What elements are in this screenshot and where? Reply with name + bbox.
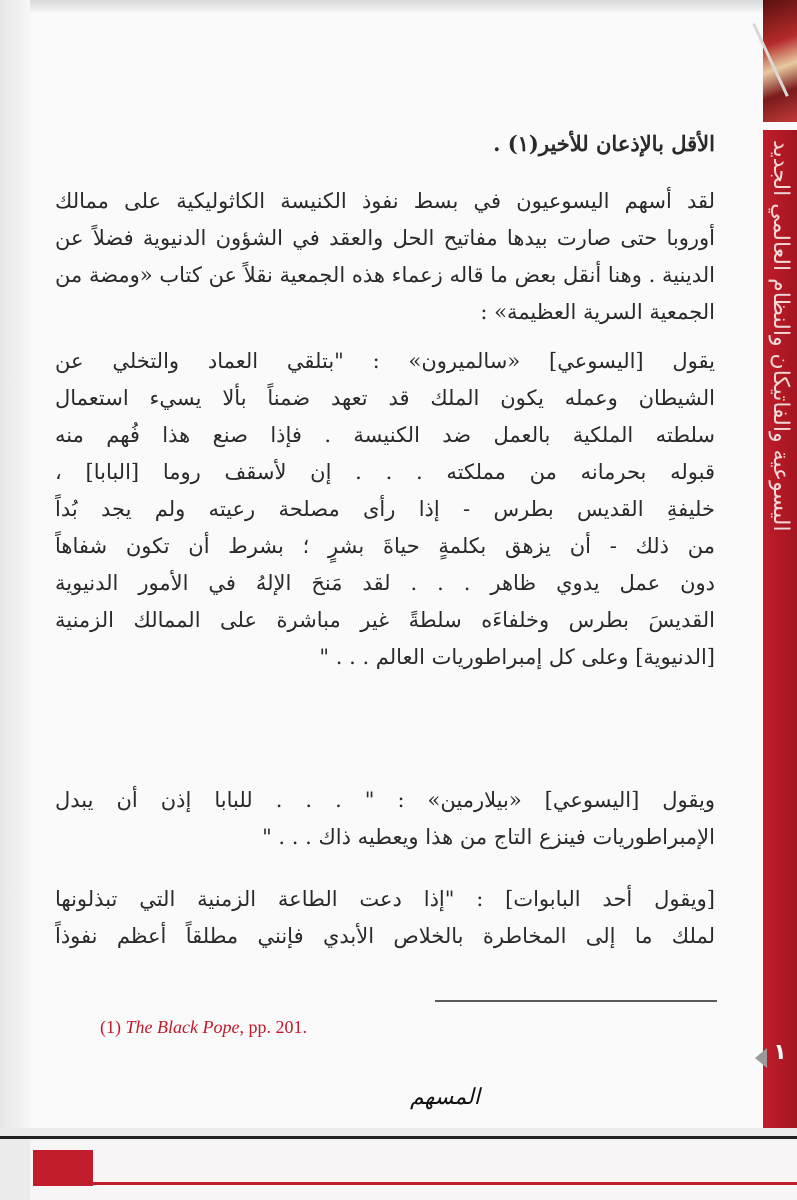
next-page-red-line <box>93 1182 797 1185</box>
book-gutter <box>0 0 30 1128</box>
text-line: [ويقول أحد البابوات] : "إذا دعت الطاعة الزمنية التي تبذلونها <box>55 887 715 911</box>
text-line: لملك ما إلى المخاطرة بالخلاص الأبدي فإنني مطلقاً أعظم نفوذاً <box>55 924 715 948</box>
text-line: خليفةِ القديس بطرس - إذا رأى مصلحة رعيته ولم يجد بُداً <box>55 497 715 521</box>
footnote-number: (1) <box>100 1017 121 1037</box>
side-band-title: اليسوعية والفاتيكان والنظام العالمي الجديد <box>768 140 793 532</box>
page-top-shadow <box>30 0 797 14</box>
text-line: دون عمل يدوي ظاهر . . . لقد مَنحَ الإلهُ في الأمور الدنيوية <box>55 571 715 595</box>
footnote-title: The Black Pope <box>125 1017 240 1037</box>
corner-illustration <box>763 0 797 122</box>
text-line: قبوله بحرمانه من مملكته . . . إن لأسقف روما [البابا] ، <box>55 460 715 484</box>
paragraph-intro-line <box>55 125 715 162</box>
text-line: [الدنيوية] وعلى كل إمبراطوريات العالم . . . " <box>319 645 715 669</box>
text-line: القديسَ بطرس وخلفاءَه سلطةً غير مباشرة على الممالك الزمنية <box>55 608 715 632</box>
page-number-arrow-icon <box>755 1048 767 1068</box>
page-number: ١ <box>773 1040 787 1065</box>
next-page-strip <box>30 1140 797 1200</box>
paragraph-salmeron-quote <box>55 343 715 676</box>
text-line: سلطته الملكية بالعمل ضد الكنيسة . فإذا صنع هذا فُهم منه <box>55 423 715 447</box>
text-line: الشيطان وعمله يكون الملك قد تعهد ضمناً بألا يسيء استعمال <box>55 386 715 410</box>
footnote-divider <box>435 1000 717 1002</box>
text-line: الدينية . وهنا أنقل بعض ما قاله زعماء هذه الجمعية نقلاً عن كتاب «ومضة من <box>55 263 715 287</box>
text-line: الجمعية السرية العظيمة» : <box>480 300 715 324</box>
text-line: من ذلك - أن يزهق بكلمةٍ حياةَ بشرٍ ؛ بشرط أن تكون شفاهاً <box>55 534 715 558</box>
publisher-logo: المسهم <box>410 1085 480 1110</box>
text-line: ويقول [اليسوعي] «بيلارمين» : " . . . للبابا إذن أن يبدل <box>55 788 715 812</box>
text-line: الإمبراطوريات فينزع التاج من هذا ويعطيه ذاك . . . " <box>262 825 715 849</box>
text-line: أوروبا حتى صارت بيدها مفاتيح الحل والعقد في الشؤون الدنيوية فضلاً عن <box>55 226 715 250</box>
text-line: يقول [اليسوعي] «سالميرون» : "بتلقي العماد والتخلي عن <box>55 349 715 373</box>
paragraph-bellarmine-quote <box>55 782 715 856</box>
text-line: لقد أسهم اليسوعيون في بسط نفوذ الكنيسة الكاثوليكية على ممالك <box>55 189 715 213</box>
next-page-red-tab <box>33 1150 93 1186</box>
paragraph-jesuits-influence <box>55 183 715 331</box>
footnote <box>100 1017 307 1038</box>
paragraph-pope-quote <box>55 881 715 955</box>
footnote-pages: , pp. 201. <box>239 1017 307 1037</box>
text-line: الأقل بالإذعان للأخير(١) . <box>493 131 715 156</box>
page-edge-line <box>0 1136 797 1139</box>
